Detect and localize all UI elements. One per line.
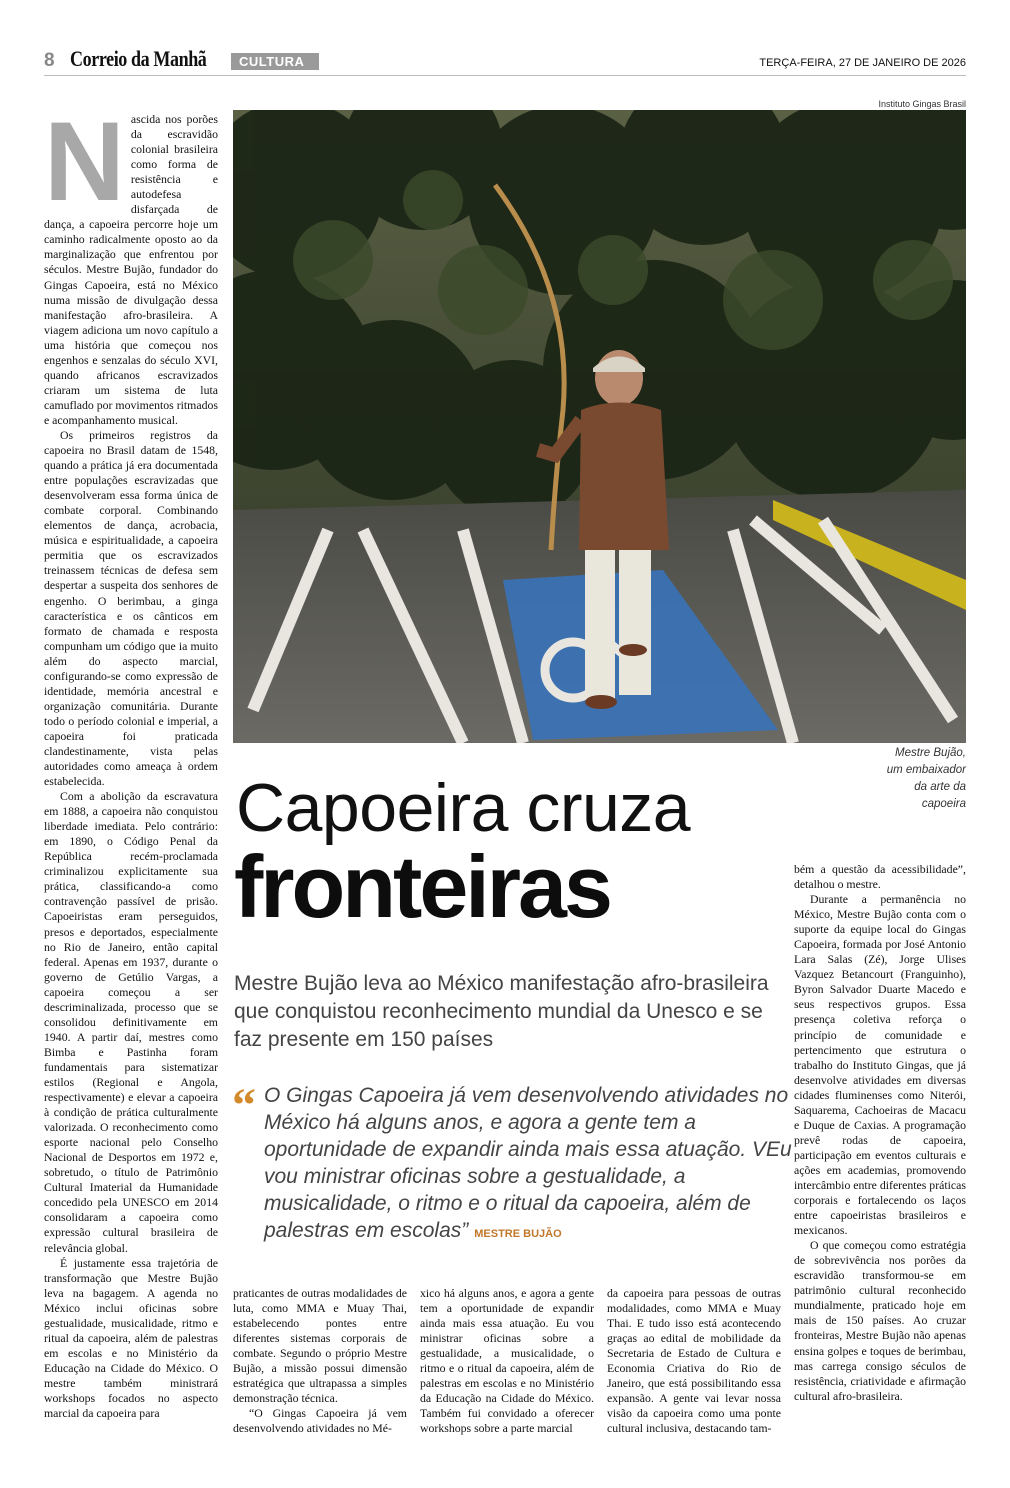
quote-mark-icon: “ — [232, 1079, 256, 1132]
pull-quote-text: O Gingas Capoeira já vem desenvolvendo atividades no México há alguns anos, e agora a gente tem a oportunidade de expandir ainda mais essa atuação. VEu vou ministrar oficinas sobre a gestualidade, a musicalidade, o ritmo e o ritual da capoeira, além de palestras em escolas” — [264, 1084, 792, 1242]
headline-line-2: fronteiras — [234, 837, 610, 936]
pull-quote-attribution: MESTRE BUJÃO — [474, 1228, 562, 1240]
photo-illustration — [233, 110, 966, 743]
body-paragraph: xico há alguns anos, e agora a gente tem a oportunidade de expandir ainda mais essa atuação. Eu vou ministrar oficinas sobre a gestualidade, a musicalidade, o ritmo e o ritual da capoeira, além de palestras em escolas e no Ministério da Educação na Cidade do México. Também fui convidado a oferecer workshops sobre a parte marcial — [420, 1286, 594, 1436]
body-column-3 — [420, 1286, 594, 1436]
body-paragraph: Durante a permanência no México, Mestre Bujão conta com o suporte da equipe local do Gingas Capoeira, formada por José Antonio Lara Salas (Zé), Jorge Ulises Vazquez Betancourt (Franguinho), Byron Salvador Duarte Macedo e seus respectivos grupos. Essa presença coletiva reforça o princípio de comunidade e pertencimento que estrutura o trabalho do Instituto Gingas, que já desenvolve atividades em diversas cidades fluminenses como Niterói, Saquarema, Cachoeiras de Macacu e Duque de Caxias. A programação prevê rodas de capoeira, participação em eventos culturais e ações em academias, promovendo intercâmbio entre diferentes práticas corporais e fortalecendo os laços entre capoeiristas brasileiros e mexicanos. — [794, 892, 966, 1238]
pull-quote — [264, 1082, 792, 1244]
body-paragraph: Os primeiros registros da capoeira no Brasil datam de 1548, quando a prática já era documentada entre populações escravizadas que desenvolveram essa forma única de combate corporal. Combinando elementos de dança, acrobacia, música e espiritualidade, a capoeira permitia que os escravizados treinassem técnicas de defesa sem despertar a suspeita dos senhores de engenho. O berimbau, a ginga característica e os cânticos em formato de chamada e resposta compunham um código que ia muito além do aspecto marcial, configurando-se como expressão de identidade, memória ancestral e organização comunitária. Durante todo o período colonial e imperial, a capoeira foi praticada clandestinamente, vista pelas autoridades como ameaça à ordem estabelecida. — [44, 427, 218, 789]
newspaper-brand: Correio da Manhã — [70, 46, 207, 71]
issue-date: TERÇA-FEIRA, 27 DE JANEIRO DE 2026 — [759, 57, 966, 69]
body-column-4 — [607, 1286, 781, 1436]
main-photo — [233, 110, 966, 743]
section-label: CULTURA — [231, 53, 319, 70]
body-column-5 — [794, 862, 966, 1404]
subheadline: Mestre Bujão leva ao México manifestação afro-brasileira que conquistou reconhecimento mundial da Unesco e se faz presente em 150 países — [234, 972, 769, 1051]
body-paragraph: É justamente essa trajetória de transformação que Mestre Bujão leva na bagagem. A agenda no México inclui oficinas sobre gestualidade, musicalidade, ritmo e ritual da capoeira, além de palestras em escolas e no Ministério da Educação na Cidade do México. O mestre também ministrará workshops focados no aspecto marcial da capoeira para — [44, 1255, 218, 1421]
body-paragraph: da capoeira para pessoas de outras modalidades, como MMA e Muay Thai. E tudo isso está acontecendo graças ao edital de mobilidade da Secretaria de Estado de Cultura e Economia Criativa do Rio de Janeiro, que está possibilitando essa expansão. A gente vai levar nossa visão da capoeira como uma ponte cultural inclusiva, destacando tam- — [607, 1286, 781, 1436]
body-paragraph: bém a questão da acessibilidade”, detalhou o mestre. — [794, 862, 966, 892]
drop-cap: N — [44, 99, 125, 224]
photo-caption: Mestre Bujão, um embaixador da arte da capoeira — [886, 747, 966, 810]
body-paragraph: “O Gingas Capoeira já vem desenvolvendo atividades no Mé- — [233, 1406, 407, 1436]
body-column-1 — [44, 99, 218, 1421]
body-paragraph: praticantes de outras modalidades de luta, como MMA e Muay Thai, estabelecendo pontes entre diferentes sistemas corporais de combate. Segundo o próprio Mestre Bujão, a missão possui dimensão estratégica que ultrapassa a simples demonstração técnica. — [233, 1286, 407, 1406]
body-column-2 — [233, 1286, 407, 1436]
body-paragraph: ascida nos porões da escravidão colonial brasileira como forma de resistência e autodefesa disfarçada de dança, a capoeira percorre hoje um caminho radicalmente oposto ao da marginalização que enfrentou por séculos. Mestre Bujão, fundador do Gingas Capoeira, está no México numa missão de divulgação dessa manifestação afro-brasileira. A viagem adiciona um novo capítulo a uma história que começou nos engenhos e senzalas do século XVI, quando africanos escravizados criaram um sistema de luta camuflado por movimentos ritmados e acompanhamento musical. — [44, 112, 218, 427]
photo-credit: Instituto Gingas Brasil — [878, 99, 966, 109]
page-number: 8 — [44, 50, 55, 71]
body-paragraph: O que começou como estratégia de sobrevivência nos porões da escravidão transformou-se em patrimônio cultural reconhecido mundialmente, praticado hoje em mais de 150 países. Ao cruzar fronteiras, Mestre Bujão não apenas ensina golpes e toques de berimbau, mas carrega consigo séculos de resistência, criatividade e afirmação cultural afro-brasileira. — [794, 1238, 966, 1403]
body-paragraph: Com a abolição da escravatura em 1888, a capoeira não conquistou liberdade imediata. Pelo contrário: em 1890, o Código Penal da República recém-proclamada criminalizou explicitamente sua prática, classificando-a como contravenção passível de prisão. Capoeiristas eram perseguidos, presos e deportados, especialmente no Rio de Janeiro, então capital federal. Apenas em 1937, durante o governo de Getúlio Vargas, a capoeira começou a ser descriminalizada, processo que se consolidou definitivamente em 1940. A partir daí, mestres como Bimba e Pastinha foram fundamentais para sistematizar estilos (Regional e Angola, respectivamente) e elevar a capoeira à condição de prática culturalmente valorizada. O reconhecimento como esporte nacional pelo Conselho Nacional de Desportos em 1972 e, sobretudo, o título de Patrimônio Cultural Imaterial da Humanidade concedido pela UNESCO em 2014 consolidaram a capoeira como expressão cultural brasileira de relevância global. — [44, 789, 218, 1255]
header-rule — [44, 75, 966, 76]
headline-line-1: Capoeira cruza — [236, 770, 691, 846]
